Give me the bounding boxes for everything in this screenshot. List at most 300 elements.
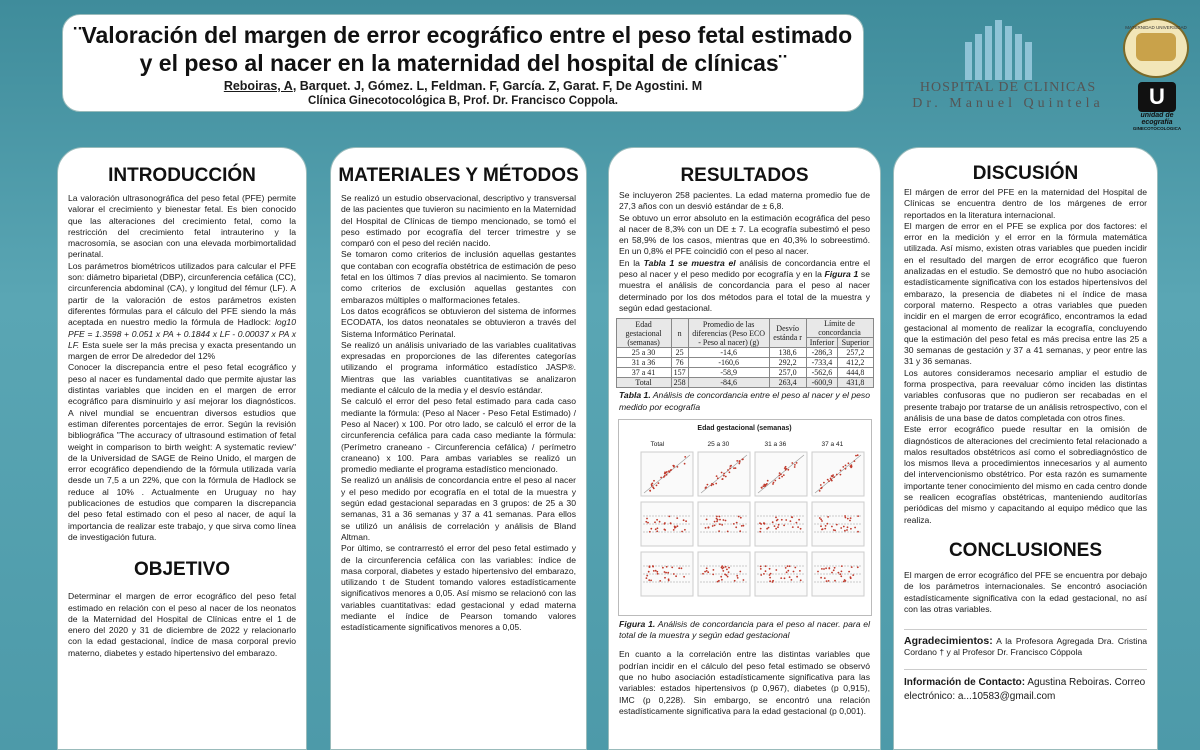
scatter-point [672, 573, 674, 575]
scatter-point [656, 527, 658, 529]
scatter-point [713, 524, 715, 526]
metodos-p4: Se realizó un análisis univariado de las variables cualitativas expresadas en proporciones de las diferentes categorías utilizando el programa informático estadístico JASP®. Mientras que las variables cuantitativas se analizaron mediante el cálculo de la media y el desvío estándar. [341, 339, 576, 396]
scatter-point [831, 525, 833, 527]
resultados-p1: Se incluyeron 258 pacientes. La edad materna promedio fue de 27,3 años con un desvió estándar de ± 6,8. [619, 190, 870, 212]
table-cell: 257,0 [769, 368, 806, 378]
scatter-point [674, 526, 676, 528]
scatter-point [818, 517, 820, 519]
scatter-point [820, 487, 822, 489]
table-cell: -84,6 [688, 378, 769, 388]
scatter-point [832, 569, 834, 571]
scatter-point [726, 530, 728, 532]
scatter-point [788, 565, 790, 567]
scatter-point [719, 523, 721, 525]
column-discusion [893, 147, 1158, 750]
scatter-point [664, 522, 666, 524]
scatter-point [764, 485, 766, 487]
scatter-point [652, 570, 654, 572]
scatter-point [685, 520, 687, 522]
scatter-point [650, 528, 652, 530]
scatter-point [712, 569, 714, 571]
table-cell: 25 [671, 348, 688, 358]
scatter-point [723, 475, 725, 477]
scatter-point [787, 570, 789, 572]
scatter-point [647, 571, 649, 573]
scatter-point [664, 471, 666, 473]
agradecimientos: Agradecimientos: A la Profesora Agregada Dra. Cristina Cordano † y al Profesor Dr. Francisco Cóppola [904, 635, 1147, 658]
scatter-point [650, 579, 652, 581]
scatter-point [736, 575, 738, 577]
contacto: Información de Contacto: Agustina Reboiras. Correo electrónico: a...10583@gmail.com [904, 676, 1146, 702]
scatter-point [846, 526, 848, 528]
scatter-point [825, 567, 827, 569]
seal-text: MATERNIDAD UNIVERSIDAD [1125, 25, 1187, 30]
scatter-point [705, 570, 707, 572]
scatter-point [783, 577, 785, 579]
table-row [616, 358, 873, 368]
scatter-point [721, 579, 723, 581]
scatter-point [791, 516, 793, 518]
maternidad-seal-icon [1123, 18, 1189, 78]
resultados-p3: En la Tabla 1 se muestra el análisis de concordancia entre el peso al nacer y el peso medido por ecografía y en la Figura 1 se muestra el análisis de concordancia para el peso al nacer determinado por los dos métodos para el total de la muestra y según edad gestacional. [619, 257, 871, 313]
table-cell: -562,6 [806, 368, 838, 378]
scatter-point [840, 527, 842, 529]
table-caption: Tabla 1. Análisis de concordancia entre el peso al nacer y el peso medido por ecografía [619, 390, 870, 412]
column-resultados [608, 147, 881, 750]
scatter-point [844, 515, 846, 517]
scatter-point [777, 526, 779, 528]
th-promedio: Promedio de las diferencias (Peso ECO - Peso al nacer) (g) [688, 319, 769, 348]
th-limite: Límite de concordancia [806, 319, 873, 338]
table-cell: 31 a 36 [616, 358, 671, 368]
scatter-point [847, 462, 849, 464]
scatter-point [759, 531, 761, 533]
figure-caption: Figura 1. Análisis de concordancia para el peso al nacer. para el total de la muestra y según edad gestacional [619, 618, 870, 641]
scatter-point [721, 524, 723, 526]
scatter-point [728, 567, 730, 569]
scatter-point [716, 520, 718, 522]
table-cell: Total [616, 378, 671, 388]
scatter-point [722, 570, 724, 572]
scatter-point [781, 476, 783, 478]
scatter-point [724, 573, 726, 575]
scatter-point [819, 484, 821, 486]
scatter-point [820, 518, 822, 520]
poster-title: ¨Valoración del margen de error ecográfico entre el peso fetal estimado y el peso al nacer en la maternidad del hospital de clínicas¨ [73, 22, 853, 76]
scatter-point [833, 476, 835, 478]
table-cell: -600,9 [806, 378, 838, 388]
scatter-point [799, 528, 801, 530]
scatter-point [828, 480, 830, 482]
metodos-p2: Se tomaron como criterios de inclusión aquellas gestantes que contaban con ecografía obstétrica de estimación de peso fetal en los últimos 7 días previos al nacimiento. Se tomaron como criterios de exclusión aquellas gestantes con embarazos múltiples o malformaciones fetales. [341, 249, 576, 305]
intro-heading: INTRODUCCIÓN [108, 165, 256, 186]
discusion-p4: Este error ecográfico puede resultar en la omisión de diagnósticos de alteraciones del crecimiento fetal relacionado a malos resultados obstétricos así como el sobrediagnóstico de los mismos lleva a procedimientos innecesarios y al aumento del intervencionismo obstétrico. Por esta razón es sumamente importante tener conocimiento del mismo en cada centro donde se realicen ecografías obstétricas, manteniendo auditorías periódicas del mismo y capacitando al equipo médico que las realiza. [904, 424, 1147, 525]
scatter-point [839, 474, 841, 476]
scatter-point [656, 571, 658, 573]
scatter-point [799, 579, 801, 581]
scatter-point [834, 529, 836, 531]
scatter-point [724, 519, 726, 521]
unit-subname: GINECOTOCOLOGICA [1132, 126, 1182, 131]
discusion-p2: El margen de error en el PFE se explica por dos factores: el error en la medición y el error en la fórmula matemática utilizada. Así mismo, existen otras variables que pueden incidir en el resultado del margen de error ecográfico que fueron analizadas en el estudio. Se demostró que no hubo asociación estadísticamente significativa con los estados hipertensivos del embarazo, la presencia de diabetes ni el índice de masa corporal materno. Respecto a otras variables que pueden incidir en el margen de error ecográfico, encontramos la edad gestacional al momento de realizar la ecografía, concluyendo que la estimación del peso fetal es más precisa entre las 25 a 30 semanas de gestación y 37 a 41 semanas, y peor entre las 31 y 36 semanas. [904, 220, 1147, 367]
scatter-point [675, 575, 677, 577]
scatter-point [768, 568, 770, 570]
scatter-point [732, 523, 734, 525]
scatter-point [820, 525, 822, 527]
scatter-point [823, 568, 825, 570]
hospital-logo-icon [965, 20, 1035, 80]
scatter-point [727, 469, 729, 471]
authors [63, 79, 863, 93]
table-cell: 412,2 [838, 358, 873, 368]
scatter-point [672, 529, 674, 531]
scatter-point [736, 577, 738, 579]
objetivo-p1: Determinar el margen de error ecográfico del peso fetal estimado en relación con el peso al nacer de los neonatos de la Maternidad del Hospital de Clínicas entre el 1 de enero del 2020 y 31 de diciembre de 2022 y relacionarlo con la edad gestacional, índice de masa corporal previo materno, diabetes y estado hipertensivo del embarazo. [68, 591, 296, 658]
metodos-p6: Se realizó un análisis de concordancia entre el peso al nacer y el peso medido por ecografía en el total de la muestra y según edad gestacional separadas en 3 grupos: de 25 a 30 semanas, 31 a 36 semanas y 37 a 41 semanas. Para ellos se utilizó un análisis de correlación y análisis de Bland Altman. [341, 475, 576, 542]
scatter-point [846, 518, 848, 520]
scatter-point [759, 568, 761, 570]
scatter-point [645, 577, 647, 579]
scatter-point [739, 530, 741, 532]
scatter-point [834, 580, 836, 582]
scatter-point [777, 524, 779, 526]
scatter-point [840, 570, 842, 572]
scatter-point [741, 458, 743, 460]
scatter-point [668, 470, 670, 472]
intro-p1: La valoración ultrasonográfica del peso fetal (PFE) permite valorar el crecimiento y bienestar fetal. Es bien conocido que las alteraciones del crecimiento fetal, como la restricción del crecimiento fetal intrauterino y la macrosomía, se asocian con una elevada morbimortalidad perinatal. [68, 193, 296, 260]
scatter-point [657, 482, 659, 484]
scatter-point [659, 580, 661, 582]
hadlock-formula: log10 PFE = 1.3598 + 0.051 x PA + 0.1844 x LF - 0.00037 x PA x LF. [68, 317, 296, 350]
scatter-point [716, 515, 718, 517]
scatter-point [684, 456, 686, 458]
scatter-point [850, 466, 852, 468]
scatter-point [796, 576, 798, 578]
scatter-point [780, 473, 782, 475]
scatter-point [857, 531, 859, 533]
institution: Clínica Ginecotocológica B, Prof. Dr. Francisco Coppola. [308, 95, 618, 107]
scatter-point [678, 567, 680, 569]
table-cell: 157 [671, 368, 688, 378]
scatter-point [646, 575, 648, 577]
scatter-point [656, 519, 658, 521]
scatter-point [837, 572, 839, 574]
scatter-point [760, 523, 762, 525]
scatter-point [664, 577, 666, 579]
table-row [616, 378, 873, 388]
table-body [616, 348, 873, 388]
scatter-point [827, 580, 829, 582]
conclusiones-heading: CONCLUSIONES [948, 539, 1103, 561]
scatter-point [854, 526, 856, 528]
scatter-point [780, 577, 782, 579]
scatter-point [839, 469, 841, 471]
scatter-point [738, 461, 740, 463]
scatter-point [840, 575, 842, 577]
concordance-table [616, 318, 874, 388]
scatter-point [663, 571, 665, 573]
scatter-point [660, 476, 662, 478]
table-cell: -733,4 [806, 358, 838, 368]
scatter-point [767, 527, 769, 529]
scatter-point [652, 565, 654, 567]
scatter-point [824, 528, 826, 530]
scatter-point [844, 530, 846, 532]
divider [904, 629, 1147, 630]
table-cell: 292,2 [769, 358, 806, 368]
scatter-point [795, 522, 797, 524]
scatter-point [705, 518, 707, 520]
scatter-point [681, 530, 683, 532]
scatter-point [789, 520, 791, 522]
scatter-point [852, 574, 854, 576]
scatter-point [665, 566, 667, 568]
scatter-point [662, 567, 664, 569]
scatter-point [839, 573, 841, 575]
scatter-point [791, 526, 793, 528]
scatter-point [856, 454, 858, 456]
scatter-point [647, 522, 649, 524]
scatter-point [704, 571, 706, 573]
scatter-point [735, 526, 737, 528]
scatter-point [798, 519, 800, 521]
scatter-point [730, 465, 732, 467]
scatter-point [828, 567, 830, 569]
scatter-point [656, 573, 658, 575]
scatter-point [769, 573, 771, 575]
scatter-point [842, 525, 844, 527]
scatter-point [665, 474, 667, 476]
scatter-point [764, 565, 766, 567]
scatter-point [710, 484, 712, 486]
scatter-point [848, 571, 850, 573]
scatter-point [850, 528, 852, 530]
scatter-point [786, 565, 788, 567]
scatter-point [712, 483, 714, 485]
scatter-point [766, 528, 768, 530]
metodos-p1: Se realizó un estudio observacional, descriptivo y transversal de las pacientes que tuvieron su nacimiento en la Maternidad del Hospital de Clínicas de tiempo mencionado, se tomó el peso estimado por ecografía del tercer trimestre y se comparó con el peso del recién nacido. [341, 193, 576, 249]
table-cell: -160,6 [688, 358, 769, 368]
unit-name: unidad de ecografía [1140, 112, 1174, 126]
scatter-point [772, 580, 774, 582]
table-cell: 431,8 [838, 378, 873, 388]
scatter-point [835, 524, 837, 526]
intro-p3: Conocer la discrepancia entre el peso fetal ecográfico y peso al nacer es fundamental dado que permite ajustar las distintas variables que inciden en el margen de error ecográfico para disminuirlo y así mejorar los diagnósticos. A nivel mundial se encuentran diversos estudios que estiman diferentes porcentajes de error. Según la revisión bibliográfica "The accuracy of ultrasound estimation of fetal weight in comparison to birth weight: A systematic review" de la Universidad de SAGE de Reino Unido, el margen de error ecográfico dependiendo de la fórmula utilizada varía desde un 7,5 a un 22%, que con la fórmula de Hadlock se reduce al 10% . Actualmente en Uruguay no hay publicaciones de estudios que comparen la discrepancia del peso fetal estimado con el peso al nacer, de aquí la importancia de realizar este trabajo, y que sirva como línea de investigación futura. [68, 362, 296, 542]
scatter-point [793, 466, 795, 468]
scatter-point [788, 576, 790, 578]
scatter-point [652, 486, 654, 488]
scatter-point [739, 517, 741, 519]
table-cell: -58,9 [688, 368, 769, 378]
scatter-point [667, 572, 669, 574]
table-row [616, 368, 873, 378]
scatter-point [733, 467, 735, 469]
table-cell: 258 [671, 378, 688, 388]
scatter-point [676, 525, 678, 527]
scatter-point [654, 570, 656, 572]
scatter-point [790, 579, 792, 581]
intro-p2: Los parámetros biométricos utilizados para calcular el PFE son: diámetro biparietal (DBP), circunferencia cefálica (CC), circunferencia abdominal (CA), y longitud del fémur (LF). A partir de la valoración de estos parámetros existen diferentes fórmulas para el cálculo del PFE siendo la más aceptada en nuestro medio la fórmula de Hadlock: log10 PFE = 1.3598 + 0.051 x PA + 0.1844 x LF - 0.00037 x PA x LF. Esta suele ser la más precisa y exacta presentando un margen de error De alrededor del 12% [68, 260, 296, 362]
metodos-p5: Se calculó el error del peso fetal estimado para cada caso mediante la fórmula: (Peso al Nacer - Peso Fetal Estimado) / Peso al Nacer) x 100. Por otro lado, se calculó el error de la circunferencia cefálica para cada caso mediante la fórmula: (Perímetro craneano - Circunferencia cefálica) / perímetro craneano) x 100. Para ambas variables se realizó un promedio mediante el programa estadístico mencionado. [341, 396, 576, 475]
u-logo-icon: U [1138, 82, 1176, 112]
th-desvio: Desvío estánda r [769, 319, 806, 348]
scatter-point [705, 567, 707, 569]
table-cell: 25 a 30 [616, 348, 671, 358]
scatter-point [794, 566, 796, 568]
figure-group-label: 25 a 30 [707, 440, 730, 448]
scatter-point [783, 524, 785, 526]
scatter-point [849, 517, 851, 519]
hospital-name-line1: HOSPITAL DE CLINICAS [919, 80, 1097, 95]
scatter-point [792, 570, 794, 572]
scatter-point [842, 580, 844, 582]
scatter-point [783, 467, 785, 469]
scatter-point [684, 529, 686, 531]
scatter-point [649, 490, 651, 492]
scatter-point [737, 515, 739, 517]
scatter-point [844, 516, 846, 518]
other-authors: , Barquet. J, Gómez. L, Feldman. F, García. Z, Garat. F, De Agostini. M [292, 79, 703, 93]
scatter-point [759, 565, 761, 567]
scatter-point [726, 568, 728, 570]
scatter-point [735, 522, 737, 524]
scatter-point [766, 483, 768, 485]
scatter-point [791, 462, 793, 464]
metodos-heading: MATERIALES Y MÉTODOS [338, 165, 579, 186]
scatter-point [844, 468, 846, 470]
scatter-point [826, 479, 828, 481]
scatter-point [824, 525, 826, 527]
hospital-name [903, 80, 1113, 112]
column-intro [57, 147, 307, 750]
scatter-point [763, 573, 765, 575]
conclusiones-p1: El margen de error ecográfico del PFE se encuentra por debajo de los parámetros internacionales. Se encontró asociación estadísticamente significativa con la edad gestacional, no así con las otras variables. [904, 569, 1147, 614]
scatter-point [707, 526, 709, 528]
scatter-point [728, 471, 730, 473]
scatter-point [772, 481, 774, 483]
scatter-point [738, 462, 740, 464]
scatter-point [719, 519, 721, 521]
scatter-point [673, 466, 675, 468]
scatter-point [724, 475, 726, 477]
scatter-point [764, 570, 766, 572]
scatter-point [830, 475, 832, 477]
discusion-p3: Los autores consideramos necesario ampliar el estudio de forma prospectiva, para reevaluar cómo inciden las distintas variables confusoras que no pudieron ser recabadas en el presente trabajo por tratarse de un análisis retrospectivo, con el análisis de una base de datos completada con otros fines. [904, 367, 1147, 423]
scatter-point [720, 576, 722, 578]
scatter-point [716, 477, 718, 479]
scatter-point [840, 565, 842, 567]
resultados-heading: RESULTADOS [680, 165, 809, 186]
title-box [62, 14, 864, 112]
scatter-point [711, 525, 713, 527]
scatter-point [825, 580, 827, 582]
scatter-point [667, 579, 669, 581]
divider [904, 669, 1147, 670]
scatter-point [650, 485, 652, 487]
scatter-point [849, 576, 851, 578]
scatter-point [787, 469, 789, 471]
scatter-point [775, 516, 777, 518]
scatter-point [729, 467, 731, 469]
scatter-point [821, 528, 823, 530]
scatter-point [706, 484, 708, 486]
scatter-point [651, 482, 653, 484]
scatter-point [769, 580, 771, 582]
table-cell: 257,2 [838, 348, 873, 358]
scatter-point [656, 530, 658, 532]
th-n: n [671, 319, 688, 348]
first-author: Reboiras, A [223, 79, 293, 93]
scatter-point [760, 486, 762, 488]
scatter-point [676, 466, 678, 468]
scatter-point [727, 571, 729, 573]
scatter-point [669, 522, 671, 524]
scatter-point [648, 531, 650, 533]
scatter-point [821, 568, 823, 570]
table-cell: -14,6 [688, 348, 769, 358]
scatter-point [835, 473, 837, 475]
scatter-point [704, 527, 706, 529]
figure-title: Edad gestacional (semanas) [697, 424, 792, 432]
scatter-point [821, 520, 823, 522]
scatter-point [718, 530, 720, 532]
table-cell: 138,6 [769, 348, 806, 358]
scatter-point [646, 517, 648, 519]
scatter-point [844, 580, 846, 582]
scatter-point [833, 567, 835, 569]
th-edad: Edad gestacional (semanas) [616, 319, 671, 348]
discusion-p1: El márgen de error del PFE en la maternidad del Hospital de Clínicas se encuentra dentro de los márgenes de error reportados en la literatura internacional. [904, 187, 1147, 220]
scatter-point [830, 479, 832, 481]
figure-group-label: Total [650, 440, 665, 448]
scatter-point [831, 571, 833, 573]
scatter-point [823, 577, 825, 579]
scatter-point [818, 490, 820, 492]
scatter-point [826, 523, 828, 525]
figure-group-label: 37 a 41 [821, 440, 844, 448]
scatter-point [715, 482, 717, 484]
resultados-p2: Se obtuvo un error absoluto en la estimación ecográfica del peso al nacer de 8,3% con un DE ± 7. La ecografía subestimó el peso en 58,9% de los casos, mientras que en 40,3% lo sobreestimó. En un 0,8% el PFE coincidió con el peso al nacer. [619, 212, 870, 257]
scatter-point [736, 460, 738, 462]
column-metodos [330, 147, 587, 750]
scatter-point [827, 516, 829, 518]
th-inferior: Inferior [806, 338, 838, 348]
scatter-point [771, 521, 773, 523]
scatter-point [785, 519, 787, 521]
scatter-point [785, 571, 787, 573]
scatter-point [718, 515, 720, 517]
scatter-point [722, 566, 724, 568]
metodos-p3: Los datos ecográficos se obtuvieron del sistema de informes ECODATA, los datos neonatales se obtuvieron a través del Sistema Informático Perinatal. [341, 305, 576, 339]
scatter-point [853, 460, 855, 462]
scatter-point [712, 573, 714, 575]
scatter-point [817, 570, 819, 572]
scatter-point [849, 519, 851, 521]
hospital-name-line2: Dr. Manuel Quintela [912, 96, 1104, 111]
scatter-point [733, 580, 735, 582]
scatter-point [683, 463, 685, 465]
scatter-point [778, 472, 780, 474]
scatter-point [842, 466, 844, 468]
logos-area [895, 14, 1200, 131]
figure-1 [618, 419, 872, 616]
table-cell: 444,8 [838, 368, 873, 378]
scatter-point [760, 574, 762, 576]
scatter-point [682, 519, 684, 521]
scatter-point [799, 570, 801, 572]
scatter-point [721, 478, 723, 480]
scatter-point [707, 571, 709, 573]
